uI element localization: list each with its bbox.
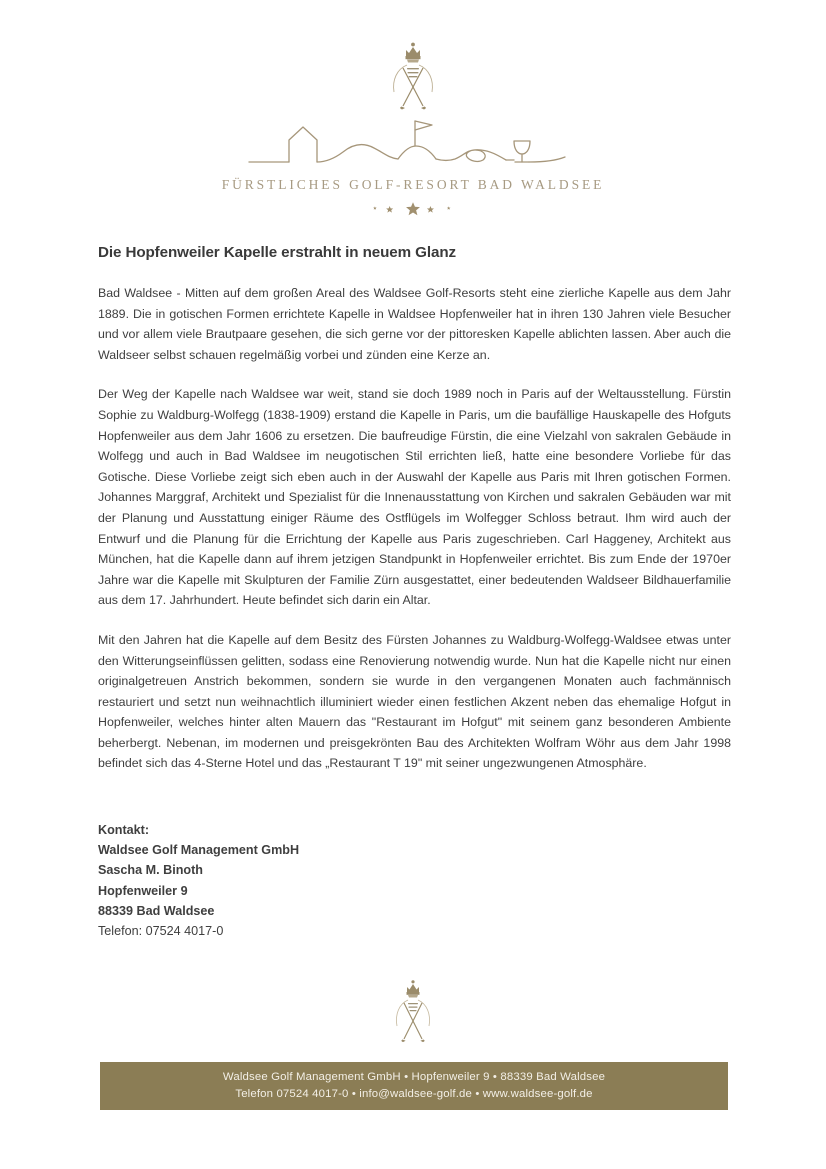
five-stars-icon [365,193,461,223]
footer-logo [0,976,826,1046]
page-title: Die Hopfenweiler Kapelle erstrahlt in neuem Glanz [98,244,457,261]
logo-wordmark: FÜRSTLICHES GOLF-RESORT BAD WALDSEE [221,177,605,192]
header-logo [0,38,826,223]
contact-block [98,820,518,941]
resort-skyline-icon [243,114,583,176]
paragraph-3: Mit den Jahren hat die Kapelle auf dem Besitz des Fürsten Johannes zu Waldburg-Wolfegg-Waldsee etwas unter den Witterungseinflüssen gelitten, sodass eine Renovierung notwendig wurde. Nun hat die Kapelle nicht nur einen originalgetreuen Anstrich bekommen, sondern sie wurde in den vergangenen Monaten auch fachmännisch restauriert und setzt nun weihnachtlich illuminiert wieder einen festlichen Akzent neben das ehemalige Hofgut in Hopfenweiler, welches hinter alten Mauern das "Restaurant im Hofgut" mit seinem ganz besonderen Ambiente beherbergt. Nebenan, im modernen und preisgekrönten Bau des Architekten Wolfram Wöhr aus dem Jahr 1998 befindet sich das 4-Sterne Hotel und das „Restaurant T 19" mit seiner ungezwungenen Atmosphäre. [98,632,731,771]
paragraph-2: Der Weg der Kapelle nach Waldsee war weit, stand sie doch 1989 noch in Paris auf der Weltausstellung. Fürstin Sophie zu Waldburg-Wolfegg (1838-1909) erstand die Kapelle in Paris, um die baufällige Hauskapelle des Hofguts Hopfenweiler aus dem Jahr 1606 zu ersetzen. Die baufreudige Fürstin, die eine Vielzahl von sakralen Gebäude in Wolfegg und auch in Bad Waldsee im neugotischen Stil errichten ließ, hatte eine besondere Vorliebe für das Gotische. Diese Vorliebe zeigt sich eben auch in der Auswahl der Kapelle aus Paris mit Ihren gotischen Formen. Johannes Marggraf, Architekt und Spezialist für die Innenausstattung von Kirchen und sakralen Gebäuden war mit der Planung und Ausstattung einiger Räume des Ostflügels im Wolfegger Schloss betraut. Ihm wird auch der Entwurf und die Planung für die Errichtung der Kapelle aus Paris zugeschrieben. Carl Haggeney, Architekt aus München, hat die Kapelle dann auf ihrem jetzigen Standpunkt in Hopfenweiler errichtet. Bis zum Ende der 1970er Jahre war die Kapelle mit Skulpturen der Familie Zürn ausgestattet, einer bedeutenden Waldseer Bildhauerfamilie aus dem 17. Jahrhundert. Heute befindet sich darin ein Altar. [98,387,731,608]
footer-crown-crest-icon [387,976,439,1046]
footer-address-line: Waldsee Golf Management GmbH • Hopfenweiler 9 • 88339 Bad Waldsee [222,1071,606,1083]
footer-bar [100,1062,728,1110]
contact-person: Sascha M. Binoth [98,863,203,878]
contact-city: 88339 Bad Waldsee [98,903,215,918]
document-body [98,244,731,774]
contact-heading: Kontakt: [98,823,150,837]
footer-contact-line: Telefon 07524 4017-0 • info@waldsee-golf.de • www.waldsee-golf.de [235,1088,593,1100]
contact-company: Waldsee Golf Management GmbH [98,843,300,858]
contact-street: Hopfenweiler 9 [98,883,188,898]
paragraph-1: Bad Waldsee - Mitten auf dem großen Areal des Waldsee Golf-Resorts steht eine zierliche Kapelle aus dem Jahr 1889. Die in gotischen Formen errichtete Kapelle in Waldsee Hopfenweiler hat in ihren 130 Jahren viele Besucher und vor allem viele Brautpaare gesehen, die sich gerne vor der pittoresken Kapelle ablichten lassen. Aber auch die Waldseer selbst schauen regelmäßig vorbei und zünden eine Kerze an. [98,286,731,362]
contact-phone: Telefon: 07524 4017-0 [98,924,224,939]
crown-crest-icon [381,38,445,114]
